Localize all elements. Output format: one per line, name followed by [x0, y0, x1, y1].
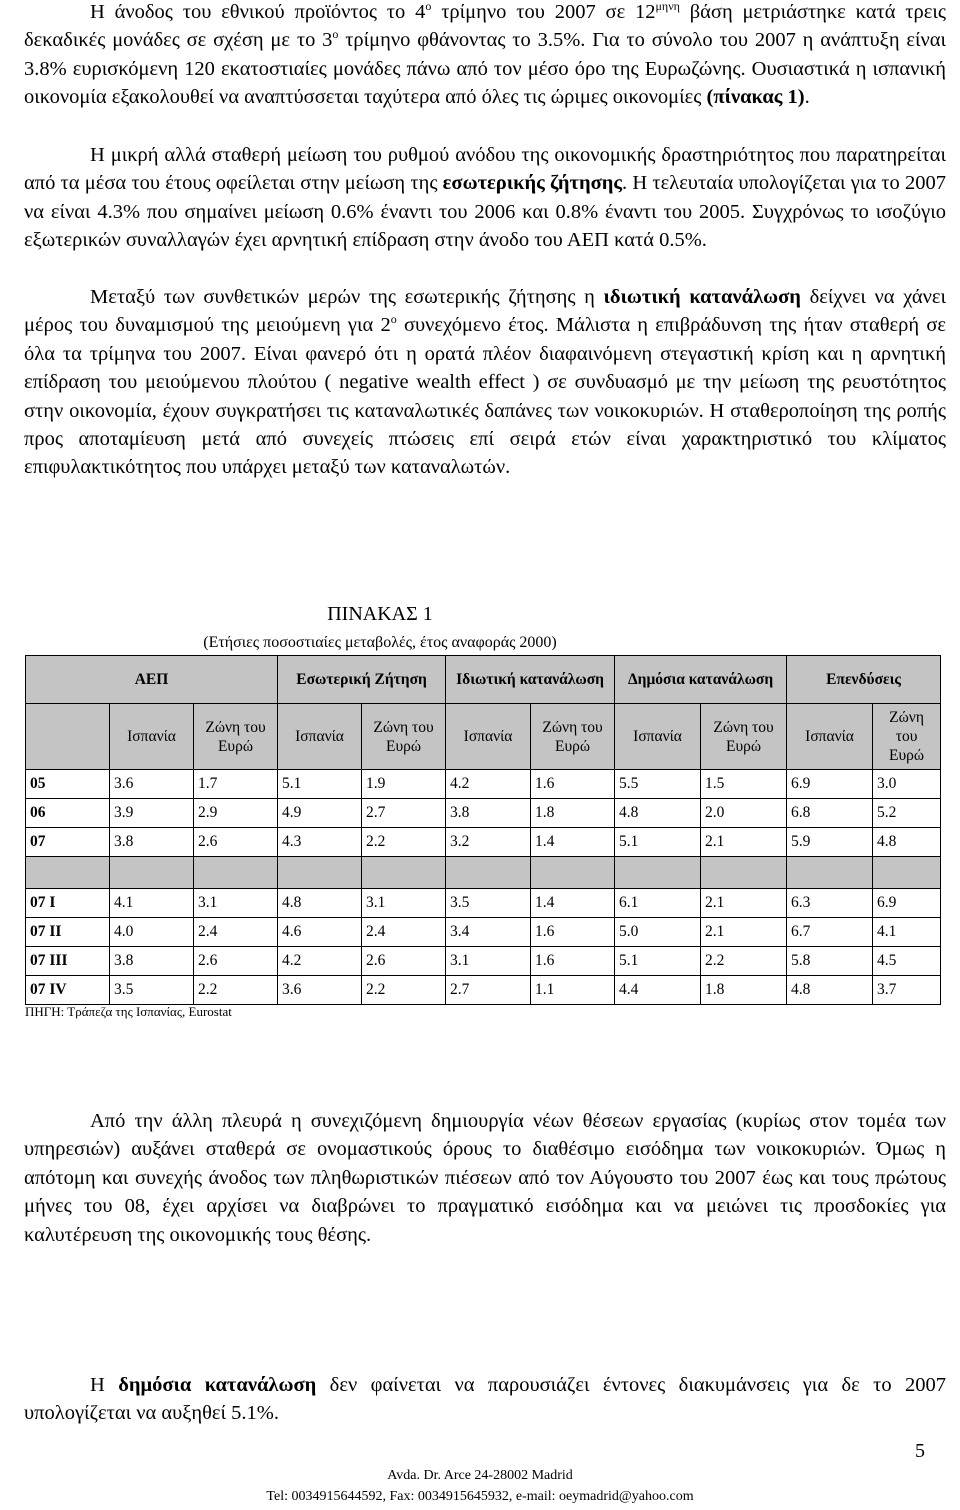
sub-spain: Ισπανία — [278, 704, 362, 770]
table-source: ΠΗΓΗ: Τράπεζα της Ισπανίας, Eurostat — [25, 1004, 232, 1019]
paragraph-gdp-growth: Η άνοδος του εθνικού προϊόντος το $4^o$ τρίμηνο του 2007 σε $12^{\mu\eta\nu\eta}$ βάση μετριάστηκε κατά τρεις δεκαδικές μονάδες σε σχέση με το $3^o$ τρίμηνο φθάνοντας το 3.5%. Για το σύνολο του 2007 η ανάπτυξη είναι 3.8% ευρισκόμενη 120 εκατοστιαίες μονάδες πάνω από τον μέσο όρο της Ευρωζώνης. Ουσιαστικά η ισπανική οικονομία εξακολουθεί να αναπτύσσεται ταχύτερα από όλες τις ώριμες οικονομίες (πίνακας 1). — [24, 0, 947, 109]
table-row: 07 I 4.1 3.1 4.8 3.1 3.5 1.4 6.1 2.1 6.3 6.9 — [26, 889, 941, 918]
table-row: 07 3.8 2.6 4.3 2.2 3.2 1.4 5.1 2.1 5.9 4.8 — [26, 828, 941, 857]
header-gdp: ΑΕΠ — [26, 656, 278, 704]
table-row: 07 IV 3.5 2.2 3.6 2.2 2.7 1.1 4.4 1.8 4.8 3.7 — [26, 976, 941, 1005]
header-row-subcolumns — [26, 704, 941, 770]
sub-eurozone: Ζώνη του Ευρώ — [701, 704, 787, 770]
table-row: 06 3.9 2.9 4.9 2.7 3.8 1.8 4.8 2.0 6.8 5.2 — [26, 799, 941, 828]
sub-spain: Ισπανία — [446, 704, 531, 770]
paragraph-private-consumption: Μεταξύ των συνθετικών μερών της εσωτερικής ζήτησης η ιδιωτική κατανάλωση δείχνει να χάνει μέρος του δυναμισμού της μειούμενη για $2^o$ συνεχόμενο έτος. Μάλιστα η επιβράδυνση της ήταν σταθερή σε όλα τα τρίμηνα του 2007. Είναι φανερό ότι η ορατά πλέον διαφαινόμενη στεγαστική κρίση και η αρνητική επίδραση του μειούμενου πλούτου ( negative wealth effect ) σε συνδυασμό με την μείωση της ρευστότητος στην οικονομία, έχουν συγκρατήσει τις καταναλωτικές δαπάνες των νοικοκυριών. Η σταθεροποίηση της ροπής προς αποταμίευση μετά από συνεχείς πτώσεις επί σειρά ετών είναι χαρακτηριστικό του κλίματος επιφυλακτικότητος που υπάρχει μεταξύ των καταναλωτών. — [24, 286, 946, 479]
table-row: 07 II 4.0 2.4 4.6 2.4 3.4 1.6 5.0 2.1 6.7 4.1 — [26, 918, 941, 947]
sub-eurozone: Ζώνη του Ευρώ — [873, 704, 941, 770]
table-separator-row — [26, 857, 941, 889]
header-domestic-demand: Εσωτερική Ζήτηση — [278, 656, 446, 704]
table-title: ΠΙΝΑΚΑΣ 1 — [327, 603, 433, 625]
header-blank — [26, 704, 110, 770]
header-investment: Επενδύσεις — [787, 656, 941, 704]
sub-eurozone: Ζώνη του Ευρώ — [194, 704, 278, 770]
table-subtitle: (Ετήσιες ποσοστιαίες μεταβολές, έτος αναφοράς 2000) — [203, 634, 557, 651]
header-public-consumption: Δημόσια κατανάλωση — [615, 656, 787, 704]
page-number: 5 — [915, 1440, 925, 1462]
sub-eurozone: Ζώνη του Ευρώ — [362, 704, 446, 770]
header-private-consumption: Ιδιωτική κατανάλωση — [446, 656, 615, 704]
sub-spain: Ισπανία — [787, 704, 873, 770]
sub-spain: Ισπανία — [110, 704, 194, 770]
table-row: 05 3.6 1.7 5.1 1.9 4.2 1.6 5.5 1.5 6.9 3.0 — [26, 770, 941, 799]
paragraph-domestic-demand: Η μικρή αλλά σταθερή μείωση του ρυθμού ανόδου της οικονομικής δραστηριότητος που παρατηρείται από τα μέσα του έτους οφείλεται στην μείωση της εσωτερικής ζήτησης. Η τελευταία υπολογίζεται για το 2007 να είναι 4.3% που σημαίνει μείωση 0.6% έναντι του 2006 και 0.8% έναντι του 2005. Συγχρόνως το ισοζύγιο εξωτερικών συναλλαγών έχει αρνητική επίδραση στην άνοδο του ΑΕΠ κατά 0.5%. — [24, 144, 946, 252]
footer-contact: Tel: 0034915644592, Fax: 0034915645932, e-mail: oeymadrid@yahoo.com — [266, 1489, 694, 1504]
paragraph-public-consumption: Η δημόσια κατανάλωση δεν φαίνεται να παρουσιάζει έντονες διακυμάνσεις για δε το 2007 υπολογίζεται να αυξηθεί 5.1%. — [24, 1374, 947, 1425]
paragraph-employment-income: Από την άλλη πλευρά η συνεχιζόμενη δημιουργία νέων θέσεων εργασίας (κυρίως στον τομέα των υπηρεσιών) αυξάνει σταθερά σε ονομαστικούς όρους το διαθέσιμο εισόδημα των νοικοκυριών. Όμως η απότομη και συνεχής άνοδος των πληθωριστικών πιέσεων από τον Αύγουστο του 2007 έως και τους πρώτους μήνες του 08, έχει αρχίσει να διαβρώνει το πραγματικό εισόδημα και να μειώνει τις προσδοκίες για καλυτέρευση της οικονομικής τους θέσης. — [24, 1110, 946, 1246]
header-row-groups — [26, 656, 941, 704]
sub-spain: Ισπανία — [615, 704, 701, 770]
sub-eurozone: Ζώνη του Ευρώ — [531, 704, 615, 770]
table-row: 07 III 3.8 2.6 4.2 2.6 3.1 1.6 5.1 2.2 5.8 4.5 — [26, 947, 941, 976]
footer-address: Avda. Dr. Arce 24-28002 Madrid — [387, 1468, 573, 1483]
data-table — [25, 655, 941, 1005]
